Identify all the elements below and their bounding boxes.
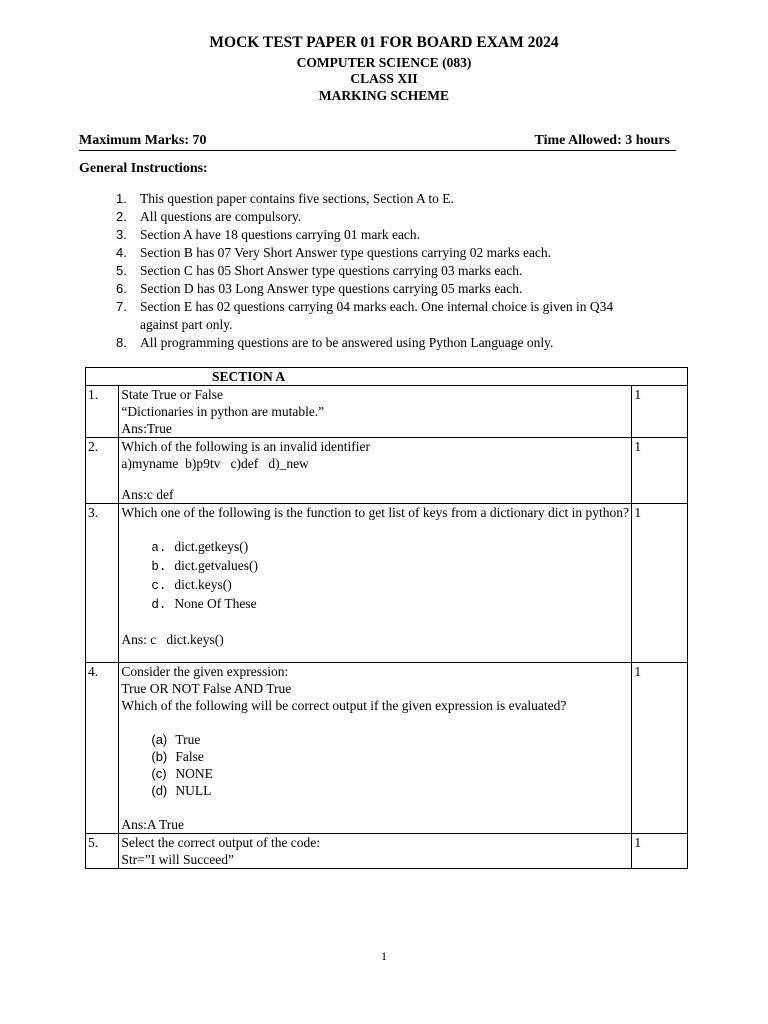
scheme-heading: MARKING SCHEME [318,88,450,103]
option-text: NULL [175,783,212,798]
time-allowed: Time Allowed: 3 hours [534,133,670,148]
instruction-text: All programming questions are to be answered using Python Language only. [140,335,554,350]
instructions-list [112,190,652,352]
instruction-text: This question paper contains five sections, Section A to E. [140,191,454,206]
option-item [151,731,629,748]
question-body [119,438,632,504]
general-instructions-heading: General Instructions: [79,161,208,176]
question-row [86,504,688,663]
option-text: None Of These [174,596,257,611]
option-text: dict.getkeys() [174,539,249,554]
question-expression: True OR NOT False AND True [121,681,292,696]
instruction-number: 4. [116,245,127,260]
option-label: a. [151,541,167,555]
section-a-heading: SECTION A [86,368,688,386]
instruction-item [112,334,652,352]
option-item [151,765,629,782]
question-marks: 1 [632,386,688,438]
subject-heading: COMPUTER SCIENCE (083) [296,55,472,70]
answer-text: Ans:True [121,421,172,436]
option-label: (d) [151,783,168,798]
page-number: 1 [381,949,387,963]
question-text: Which of the following is an invalid identifier [121,439,370,454]
instruction-number: 8. [116,335,127,350]
paper-title: MOCK TEST PAPER 01 FOR BOARD EXAM 2024 [209,34,559,51]
question-text: Which one of the following is the function to get list of keys from a dictionary dict in python? [121,505,630,520]
option-item [151,557,629,576]
question-text: Select the correct output of the code: [121,835,321,850]
question-row [86,386,688,438]
question-row [86,438,688,504]
questions-table [85,367,688,869]
option-label: b. [151,560,167,574]
code-line: Str=”I will Succeed” [121,852,234,867]
question-marks: 1 [632,504,688,663]
instruction-item [112,298,652,334]
option-label: (a) [151,732,168,747]
question-body [119,834,632,869]
answer-text: Ans: c dict.keys() [121,632,224,647]
instruction-number: 6. [116,281,127,296]
option-text: False [175,749,204,764]
instruction-text: Section B has 07 Very Short Answer type questions carrying 02 marks each. [140,245,552,260]
class-heading: CLASS XII [350,71,418,86]
question-number: 2. [86,438,119,504]
question-body [119,504,632,663]
instruction-item [112,280,652,298]
instruction-number: 1. [116,191,127,206]
option-label: (c) [151,766,167,781]
instruction-item [112,226,652,244]
question-number: 4. [86,663,119,834]
marks-time-row [79,133,676,151]
instruction-text: Section A have 18 questions carrying 01 mark each. [140,227,421,242]
question-marks: 1 [632,438,688,504]
option-text: True [175,732,201,747]
question-body [119,663,632,834]
instruction-text: Section C has 05 Short Answer type questions carrying 03 marks each. [140,263,523,278]
question-text: State True or False [121,387,224,402]
instruction-number: 3. [116,227,127,242]
answer-text: Ans:c def [121,487,174,502]
instruction-item [112,244,652,262]
question-body [119,386,632,438]
question-prompt: Which of the following will be correct output if the given expression is evaluated? [121,698,567,713]
option-item [151,538,629,557]
instruction-number: 7. [116,299,127,314]
option-item [151,748,629,765]
instruction-item [112,262,652,280]
option-label: d. [151,598,167,612]
maximum-marks: Maximum Marks: 70 [79,133,207,148]
answer-text: Ans:A True [121,817,185,832]
instruction-number: 2. [116,209,127,224]
option-text: NONE [175,766,213,781]
section-header-row [86,368,688,386]
instruction-item [112,208,652,226]
question-number: 3. [86,504,119,663]
instruction-number: 5. [116,263,127,278]
question-marks: 1 [632,663,688,834]
option-item [151,782,629,799]
instruction-text: Section D has 03 Long Answer type questions carrying 05 marks each. [140,281,523,296]
instruction-text: Section E has 02 questions carrying 04 marks each. One internal choice is given in Q34 against part only. [140,299,614,332]
question-row [86,834,688,869]
question-options: a)myname b)p9tv c)def d)_new [121,456,309,471]
question-statement: “Dictionaries in python are mutable.” [121,404,325,419]
question-number: 5. [86,834,119,869]
question-row [86,663,688,834]
option-label: (b) [151,749,168,764]
instruction-text: All questions are compulsory. [140,209,302,224]
option-label: c. [151,579,167,593]
instruction-item [112,190,652,208]
question-marks: 1 [632,834,688,869]
option-item [151,576,629,595]
option-item [151,595,629,614]
question-text: Consider the given expression: [121,664,289,679]
option-text: dict.keys() [174,577,232,592]
option-text: dict.getvalues() [174,558,258,573]
question-number: 1. [86,386,119,438]
